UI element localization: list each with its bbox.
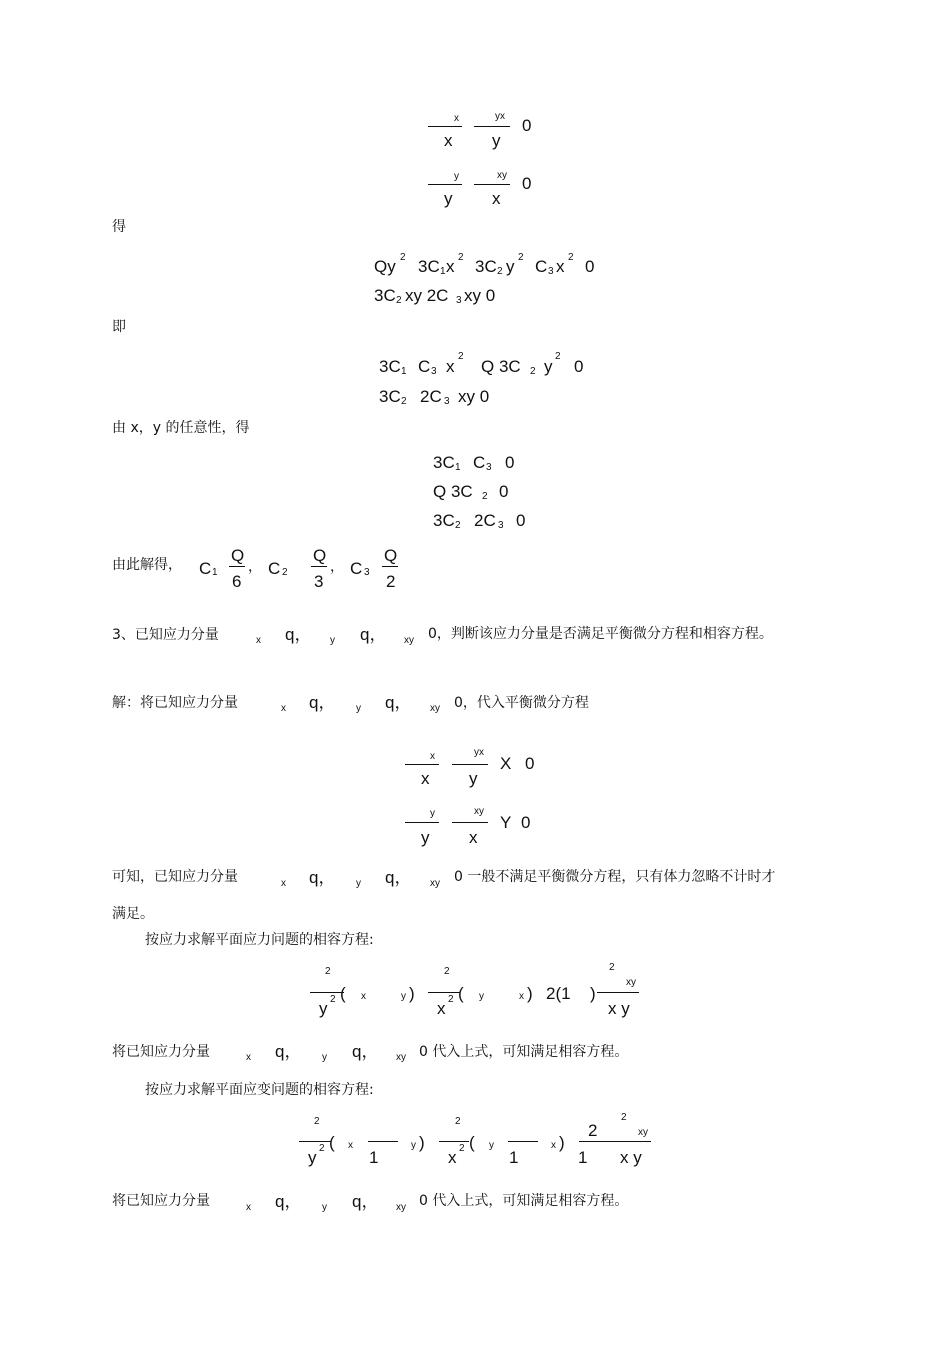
compat-stress-title: 按应力求解平面应力问题的相容方程:	[145, 932, 374, 948]
text-de: 得	[112, 219, 126, 235]
text-man-zu: 满足。	[112, 906, 154, 922]
text-you-ci-jie-de: 由此解得，	[112, 557, 182, 573]
text-ji: 即	[112, 319, 126, 335]
text-ren-yi-xing: 由 x，y 的任意性，得	[112, 420, 250, 436]
compat-strain-title: 按应力求解平面应变问题的相容方程:	[145, 1082, 374, 1098]
